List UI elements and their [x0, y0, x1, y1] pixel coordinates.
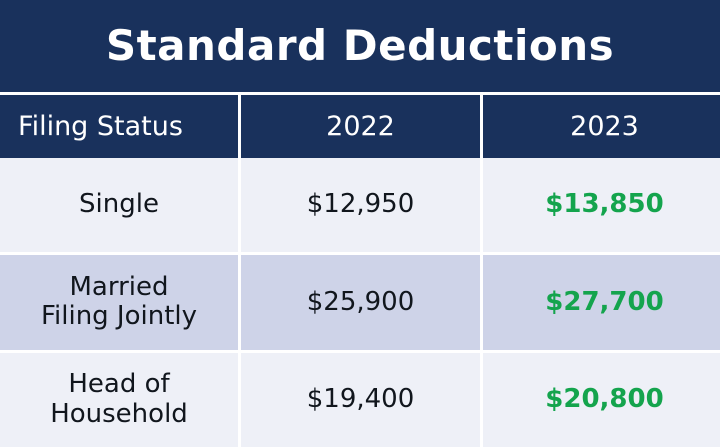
cell-filing-status-line1: Married — [69, 271, 169, 302]
cell-filing-status — [0, 353, 238, 447]
cell-2022-amount: $19,400 — [241, 353, 480, 447]
column-header-2022: 2022 — [326, 111, 395, 142]
cell-2023-amount: $13,850 — [483, 158, 720, 252]
cell-filing-status-line1: Head of — [68, 368, 170, 399]
cell-2023-amount: $20,800 — [483, 353, 720, 447]
cell-filing-status-line2: Household — [50, 398, 188, 429]
table-title-bar — [0, 0, 720, 92]
cell-filing-status: Single — [0, 158, 238, 252]
cell-filing-status — [0, 255, 238, 349]
table-header-row — [0, 92, 720, 158]
cell-2022-amount: $12,950 — [241, 158, 480, 252]
table-row — [0, 353, 720, 447]
cell-2022-amount: $25,900 — [241, 255, 480, 349]
page-title: Standard Deductions — [105, 21, 615, 70]
column-header-filing-status: Filing Status — [18, 111, 183, 142]
cell-filing-status-line2: Filing Jointly — [40, 301, 198, 332]
table-row — [0, 255, 720, 352]
table-row — [0, 158, 720, 255]
column-header-2023: 2023 — [570, 111, 639, 142]
cell-2023-amount: $27,700 — [483, 255, 720, 349]
